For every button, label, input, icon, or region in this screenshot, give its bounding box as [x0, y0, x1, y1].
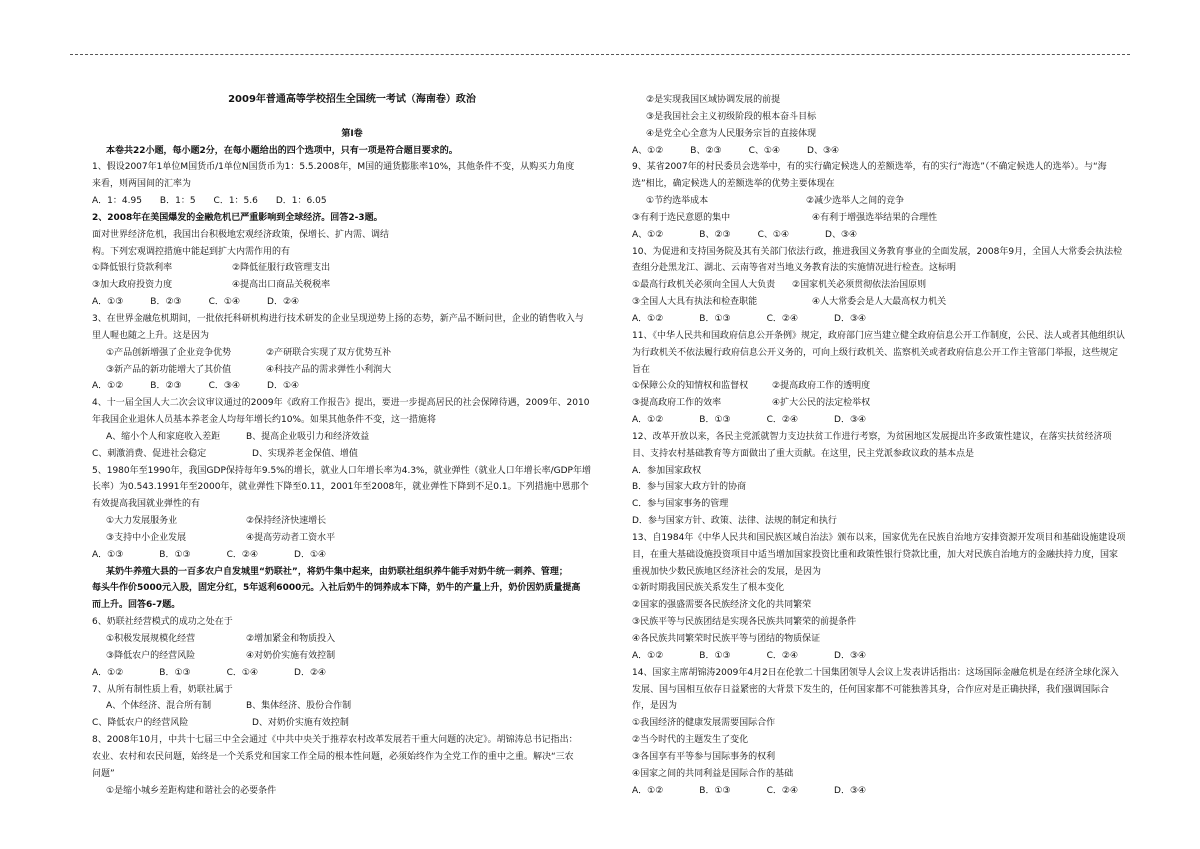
- q4-choices-row: [92, 446, 612, 463]
- q10-options: A．①② B．①③ C．②④ D．③④: [632, 313, 867, 324]
- q4-choice: C、刺激消费、促进社会稳定: [92, 448, 207, 459]
- q9-options: A、①② B、②③ C、①④ D、③④: [632, 229, 858, 240]
- q2-options: A．①③ B．②③ C．①④ D．②④: [92, 297, 300, 308]
- q10-stem-line: 10、为促进和支持国务院及其有关部门依法行政，推进我国义务教育事业的全面发展，2008年9月，全国人大常委会执法检: [632, 246, 1123, 257]
- q10-choice: ④人大常委会是人大最高权力机关: [812, 297, 947, 308]
- section-heading: 第Ⅰ卷: [341, 128, 363, 139]
- q3-choice: ②产研联合实现了双方优势互补: [266, 347, 392, 358]
- q5-stem-line: 有效提高我国就业弹性的有: [92, 499, 201, 510]
- q13-choice: ③民族平等与民族团结是实现各民族共同繁荣的前提条件: [632, 617, 857, 628]
- q10-choices-row: [632, 277, 1144, 294]
- q6-choice: ②增加紧金和物质投入: [246, 634, 336, 644]
- q13-stem-line: 13、自1984年《中华人民共和国民族区域自治法》颁布以来，国家优先在民族自治地方安排资源开发项目和基础设施建设项: [632, 532, 1126, 543]
- q4-choice: B、提高企业吸引力和经济效益: [246, 431, 370, 442]
- q13-choice: ①新时期我国民族关系发生了根本变化: [632, 583, 785, 594]
- q5-options: A．①③ B．①③ C．②④ D．①④: [92, 549, 327, 560]
- q2-choice: ④提高出口商品关税税率: [232, 280, 331, 291]
- q6-choice: ③降低农户的经营风险: [106, 650, 196, 661]
- q3-choice: ①产品创新增强了企业竞争优势: [106, 347, 232, 358]
- q7-choice: D、对奶价实施有效控制: [252, 718, 349, 729]
- q7-choice: A、个体经济、混合所有制: [106, 701, 212, 712]
- q8-options: A、①② B、②③ C、①④ D、③④: [632, 145, 840, 156]
- q7-choice: C、降低农户的经营风险: [92, 718, 189, 729]
- q14-stem-line: 作，是因为: [632, 701, 678, 712]
- q9-choice: ②减少选举人之间的竞争: [806, 196, 905, 207]
- q8-choice: ②是实现我国区域协调发展的前提: [646, 95, 781, 105]
- q11-stem-line: 旨在: [632, 364, 651, 375]
- q12-choice: B．参与国家大政方针的协商: [632, 482, 747, 493]
- q5-stem-line: 长率）为0.543.1991年至2000年，就业弹性下降至0.11，2001年至2008年，就业弹性下降到不足0.1。下列措施中恩那个: [92, 482, 589, 493]
- q5-choices-row: [92, 513, 612, 530]
- q2-choice: ①降低银行贷款利率: [92, 263, 173, 274]
- q6-choice: ①积极发展规模化经营: [106, 634, 196, 644]
- q3-choice: ③新产品的新功能增大了其价值: [106, 364, 232, 375]
- q13-options: A．①② B．①③ C．②④ D．③④: [632, 650, 867, 661]
- q11-choice: ①保障公众的知情权和监督权: [632, 381, 749, 392]
- q3-choices-row: [92, 345, 612, 362]
- q11-stem-line: 为行政机关不依法履行政府信息公开义务的，可向上级行政机关、监察机关或者政府信息公开工作主管部门举报，这些规定: [632, 347, 1119, 358]
- q2-choice: ③加大政府投资力度: [92, 280, 173, 291]
- q9-choice: ④有利于增强选举结果的合理性: [812, 212, 938, 223]
- q12-stem-line: 12、改革开放以来，各民主党派就智力支边扶贫工作进行考察，为贫困地区发展提出许多政策性建议，在落实扶贫经济项: [632, 431, 1112, 442]
- q5-choice: ④提高劳动者工资水平: [246, 532, 336, 543]
- q6-7-material: 某奶牛养殖大县的一百多农户自发城里“奶联社”，将奶牛集中起来，由奶联社组织养牛能手对奶牛统一刺养、管理；: [106, 566, 568, 577]
- top-dashed-rule: [70, 54, 1130, 55]
- q1-stem-line: 来看，则两国间的汇率为: [92, 179, 192, 190]
- q3-choice: ④科技产品的需求弹性小利润大: [266, 364, 392, 375]
- q14-options: A．①② B．①③ C．②④ D．③④: [632, 785, 867, 796]
- q10-choice: ①最高行政机关必须向全国人大负责: [632, 280, 776, 291]
- q7-stem: 7、从所有制性质上看，奶联社属于: [92, 684, 233, 695]
- left-column: [92, 92, 612, 799]
- spacer: [92, 109, 612, 126]
- q12-choice: A．参加国家政权: [632, 465, 702, 476]
- q11-options: A．①② B．①③ C．②④ D．③④: [632, 415, 867, 426]
- q10-choices-row: [632, 294, 1144, 311]
- exam-title: 2009年普通高等学校招生全国统一考试（海南卷）政治: [228, 94, 476, 105]
- q14-choice: ③各国享有平等参与国际事务的权利: [632, 751, 776, 762]
- right-column: [632, 92, 1144, 799]
- section-intro: 本卷共22小题，每小题2分，在每小题给出的四个选项中，只有一项是符合题目要求的。: [106, 145, 458, 156]
- q9-stem-line: 选”相比，确定候选人的差额选举的优势主要体现在: [632, 179, 835, 190]
- q7-choices-row: [92, 698, 612, 715]
- q7-choice: B、集体经济、股份合作制: [246, 701, 352, 712]
- q8-stem-line: 问题”: [92, 768, 115, 779]
- q11-choice: ③提高政府工作的效率: [632, 398, 722, 409]
- q5-choices-row: [92, 530, 612, 547]
- q11-stem-line: 11、《中华人民共和国政府信息公开条例》规定，政府部门应当建立健全政府信息公开工作制度，公民、法人或者其他组织认: [632, 330, 1125, 341]
- q13-choice: ④各民族共同繁荣时民族平等与团结的物质保证: [632, 634, 821, 644]
- q6-stem: 6、奶联社经营模式的成功之处在于: [92, 617, 233, 628]
- q9-choices-row: [632, 193, 1144, 210]
- q6-choices-row: [92, 631, 612, 648]
- q14-choice: ②当今时代的主题发生了变化: [632, 735, 749, 746]
- q13-stem-line: 重视加快少数民族地区经济社会的发展，是因为: [632, 566, 822, 577]
- q10-choice: ②国家机关必须贯彻依法治国原则: [792, 280, 927, 291]
- q14-stem-line: 14、国家主席胡锦涛2009年4月2日在伦敦二十国集团领导人会议上发表讲话指出：这场国际金融危机是在经济全球化深入: [632, 667, 1119, 678]
- q3-choices-row: [92, 362, 612, 379]
- q5-choice: ③支持中小企业发展: [106, 532, 187, 543]
- q9-stem-line: 9、某省2007年的村民委员会选举中，有的实行确定候选人的差额选举，有的实行“海选”（不确定候选人的选举）。与“海: [632, 162, 1107, 173]
- q14-choice: ①我国经济的健康发展需要国际合作: [632, 718, 776, 729]
- q2-choice: ②降低征服行政管理支出: [232, 263, 331, 274]
- q14-choice: ④国家之间的共同利益是国际合作的基础: [632, 768, 794, 779]
- q11-choice: ②提高政府工作的透明度: [772, 381, 871, 392]
- q14-stem-line: 发展、国与国相互依存日益紧密的大背景下发生的，任何国家都不可能独善其身，合作应对是正确抉择，我们强调国际合: [632, 684, 1110, 695]
- q12-choice: C．参与国家事务的管理: [632, 499, 729, 510]
- q6-choices-row: [92, 648, 612, 665]
- q11-choices-row: [632, 378, 1144, 395]
- q1-stem-line: 1、假设2007年1单位M国货币/1单位N国货币为1：5.5.2008年，M国的通货膨胀率10%，其他条件不变，从购买力角度: [92, 162, 575, 173]
- q13-choice: ②国家的强盛需要各民族经济文化的共同繁荣: [632, 600, 812, 611]
- q9-choice: ①节约选举成本: [646, 196, 709, 207]
- q3-options: A．①② B．②③ C．③④ D．①④: [92, 381, 300, 392]
- q11-choices-row: [632, 395, 1144, 412]
- q8-choice: ③是我国社会主义初级阶段的根本奋斗目标: [646, 111, 817, 122]
- q8-stem-line: 农业、农村和农民问题，始终是一个关系党和国家工作全局的根本性问题，必须始终作为全党工作的重中之重。解决“三农: [92, 751, 574, 762]
- q4-stem-line: 年我国企业退休人员基本养老金人均每年增长约10%。如果其他条件不变，这一措施将: [92, 415, 437, 426]
- q2-choices-row: [92, 277, 612, 294]
- q10-choice: ③全国人大具有执法和检查职能: [632, 297, 758, 308]
- q12-choice: D．参与国家方针、政策、法律、法规的制定和执行: [632, 516, 837, 527]
- q3-stem-line: 里人喔也随之上升。这是因为: [92, 330, 210, 341]
- q1-options: A．1：4.95 B．1：5 C．1：5.6 D．1：6.05: [92, 196, 327, 207]
- q10-stem-line: 查组分赴黑龙江、湖北、云南等省对当地义务教育法的实施情况进行检查。这标明: [632, 263, 957, 274]
- q8-choice: ①是缩小城乡差距构建和谐社会的必要条件: [106, 785, 277, 796]
- q2-stem-line: 构。下列宏观调控措施中能起到扩大内需作用的有: [92, 246, 291, 257]
- q4-choice: A、缩小个人和家庭收入差距: [106, 431, 221, 442]
- q13-stem-line: 目，在重大基础设施投资项目中适当增加国家投资比重和政策性银行贷款比重，加大对民族自治地方的金融扶持力度，国家: [632, 549, 1119, 560]
- q9-choices-row: [632, 210, 1144, 227]
- q4-stem-line: 4、十一届全国人大二次会议审议通过的2009年《政府工作报告》提出，要进一步提高居民的社会保障待遇，2009年、2010: [92, 398, 590, 409]
- q3-stem-line: 3、在世界金融危机期间，一批依托科研机构进行技术研发的企业呈现逆势上扬的态势，新产品不断问世，企业的销售收入与: [92, 313, 584, 324]
- q5-choice: ①大力发展服务业: [106, 516, 178, 527]
- q5-stem-line: 5、1980年至1990年，我国GDP保持每年9.5%的增长，就业人口年增长率为4.3%，就业弹性（就业人口年增长率/GDP年增: [92, 465, 591, 476]
- q12-stem-line: 目、支持农村基础教育等方面做出了重大贡献。在这里，民主党派参政议政的基本点是: [632, 448, 975, 459]
- q8-choice: ④是党全心全意为人民服务宗旨的直接体现: [646, 128, 817, 139]
- q6-7-material: 每头牛作价5000元入股，固定分红，5年返利6000元。入社后奶牛的饲养成本下降，奶牛的产量上升，奶价因奶质量提高: [92, 583, 581, 594]
- q2-3-material: 2、2008年在美国爆发的金融危机已严重影响到全球经济。回答2-3题。: [92, 212, 383, 223]
- q4-choices-row: [92, 429, 612, 446]
- q6-7-material: 而上升。回答6-7题。: [92, 600, 181, 611]
- q4-choice: D、实现养老金保值、增值: [252, 448, 358, 459]
- q5-choice: ②保持经济快速增长: [246, 516, 327, 527]
- q8-stem-line: 8、2008年10月，中共十七届三中全会通过《中共中央关于推荐农村改革发展若干重大问题的决定》。胡锦涛总书记指出：: [92, 735, 578, 746]
- q6-options: A．①② B．①③ C．①④ D．②④: [92, 667, 327, 678]
- q2-choices-row: [92, 260, 612, 277]
- q6-choice: ④对奶价实施有效控制: [246, 650, 336, 661]
- q2-stem-line: 面对世界经济危机，我国出台积极地宏观经济政策，保增长、扩内需、调结: [92, 229, 390, 240]
- q7-choices-row: [92, 715, 612, 732]
- q11-choice: ④扩大公民的法定检举权: [772, 398, 871, 409]
- q9-choice: ③有利于选民意愿的集中: [632, 212, 731, 223]
